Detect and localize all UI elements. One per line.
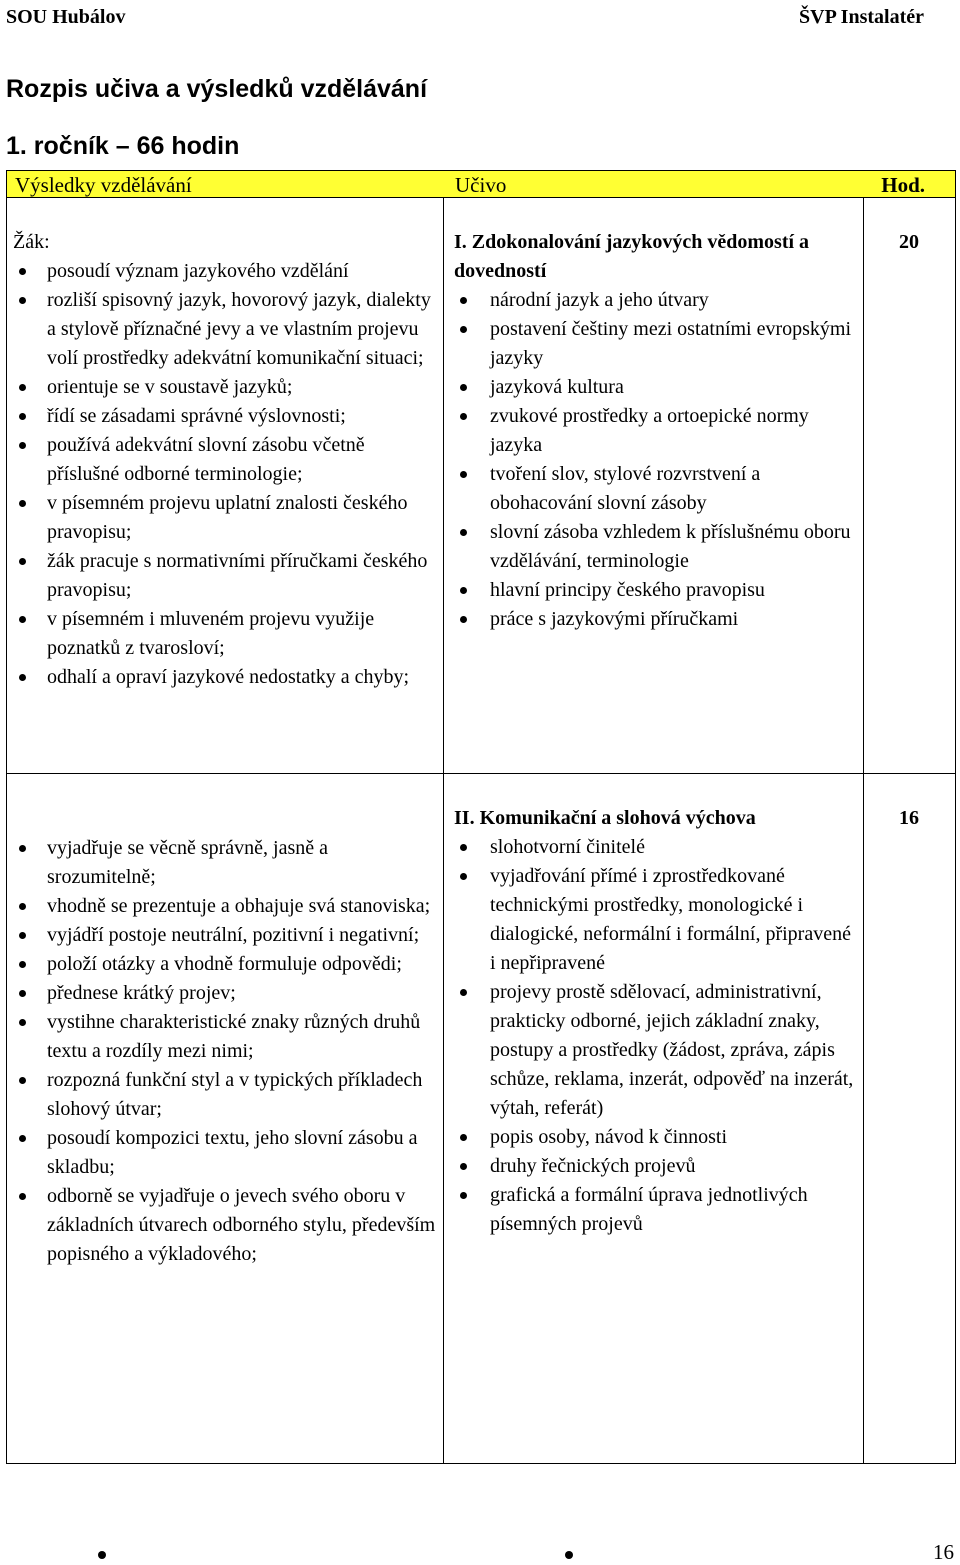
list-item: hlavní principy českého pravopisu xyxy=(454,576,859,605)
list-item: vyjadřuje se věcně správně, jasně a srozumitelně; xyxy=(13,834,437,892)
list-item: vhodně se prezentuje a obhajuje svá stanoviska; xyxy=(13,892,437,921)
list-item: popis osoby, návod k činnosti xyxy=(454,1123,859,1152)
list-item: posoudí význam jazykového vzdělání xyxy=(13,257,437,286)
table-section-1 xyxy=(6,198,956,774)
list-item: v písemném i mluveném projevu využije poznatků z tvarosloví; xyxy=(13,605,437,663)
list-item: žák pracuje s normativními příručkami českého pravopisu; xyxy=(13,547,437,605)
header-curriculum: Učivo xyxy=(455,173,507,197)
list-item: práce s jazykovými příručkami xyxy=(454,605,859,634)
list-item: v písemném projevu uplatní znalosti českého pravopisu; xyxy=(13,489,437,547)
outcomes-cell xyxy=(13,228,437,692)
page-subtitle: 1. ročník – 66 hodin xyxy=(6,132,240,160)
list-item: posoudí kompozici textu, jeho slovní zásobu a skladbu; xyxy=(13,1124,437,1182)
curriculum-cell xyxy=(454,228,859,634)
header-outcomes: Výsledky vzdělávání xyxy=(15,173,192,197)
topic-heading: I. Zdokonalování jazykových vědomostí a dovedností xyxy=(454,231,810,282)
hours-value: 20 xyxy=(899,231,919,253)
topics-list xyxy=(454,286,859,634)
outcomes-list xyxy=(13,257,437,692)
curriculum-cell xyxy=(454,804,859,1239)
list-item: rozliší spisovný jazyk, hovorový jazyk, dialekty a stylově příznačné jevy a ve vlastním projevu volí prostředky adekvátní komunikační situaci; xyxy=(13,286,437,373)
bullet-icon xyxy=(98,1551,106,1559)
column-divider xyxy=(863,774,864,1463)
list-item: odhalí a opraví jazykové nedostatky a chyby; xyxy=(13,663,437,692)
outcomes-list xyxy=(13,834,437,1269)
page-number: 16 xyxy=(933,1540,954,1564)
table-section-2 xyxy=(6,774,956,1464)
list-item: jazyková kultura xyxy=(454,373,859,402)
bullet-icon xyxy=(565,1551,573,1559)
list-item: slohotvorní činitelé xyxy=(454,833,859,862)
column-divider xyxy=(443,198,444,773)
list-item: druhy řečnických projevů xyxy=(454,1152,859,1181)
list-item: slovní zásoba vzhledem k příslušnému oboru vzdělávání, terminologie xyxy=(454,518,859,576)
list-item: tvoření slov, stylové rozvrstvení a obohacování slovní zásoby xyxy=(454,460,859,518)
student-label: Žák: xyxy=(13,231,50,253)
list-item: vyjadřování přímé i zprostředkované technickými prostředky, monologické i dialogické, neformální i formální, připravené i nepřipravené xyxy=(454,862,859,978)
header-hours: Hod. xyxy=(881,173,925,197)
hours-value: 16 xyxy=(899,807,919,829)
column-divider xyxy=(443,774,444,1463)
program-name: ŠVP Instalatér xyxy=(799,6,924,28)
list-item: projevy prostě sdělovací, administrativní, prakticky odborné, jejich základní znaky, postupy a prostředky (žádost, zpráva, zápis schůze, reklama, inzerát, odpověď na inzerát, výtah, referát) xyxy=(454,978,859,1123)
table-header-row xyxy=(6,170,956,198)
list-item: přednese krátký projev; xyxy=(13,979,437,1008)
page-title: Rozpis učiva a výsledků vzdělávání xyxy=(6,75,428,103)
list-item: používá adekvátní slovní zásobu včetně příslušné odborné terminologie; xyxy=(13,431,437,489)
list-item: položí otázky a vhodně formuluje odpovědi; xyxy=(13,950,437,979)
list-item: orientuje se v soustavě jazyků; xyxy=(13,373,437,402)
list-item: zvukové prostředky a ortoepické normy jazyka xyxy=(454,402,859,460)
list-item: vyjádří postoje neutrální, pozitivní i negativní; xyxy=(13,921,437,950)
school-name: SOU Hubálov xyxy=(6,6,126,28)
topic-heading: II. Komunikační a slohová výchova xyxy=(454,807,756,829)
list-item: postavení češtiny mezi ostatními evropskými jazyky xyxy=(454,315,859,373)
list-item: rozpozná funkční styl a v typických příkladech slohový útvar; xyxy=(13,1066,437,1124)
column-divider xyxy=(863,198,864,773)
list-item: odborně se vyjadřuje o jevech svého oboru v základních útvarech odborného stylu, především popisného a výkladového; xyxy=(13,1182,437,1269)
topics-list xyxy=(454,833,859,1239)
list-item: grafická a formální úprava jednotlivých písemných projevů xyxy=(454,1181,859,1239)
list-item: vystihne charakteristické znaky různých druhů textu a rozdíly mezi nimi; xyxy=(13,1008,437,1066)
outcomes-cell xyxy=(13,834,437,1269)
list-item: národní jazyk a jeho útvary xyxy=(454,286,859,315)
list-item: řídí se zásadami správné výslovnosti; xyxy=(13,402,437,431)
